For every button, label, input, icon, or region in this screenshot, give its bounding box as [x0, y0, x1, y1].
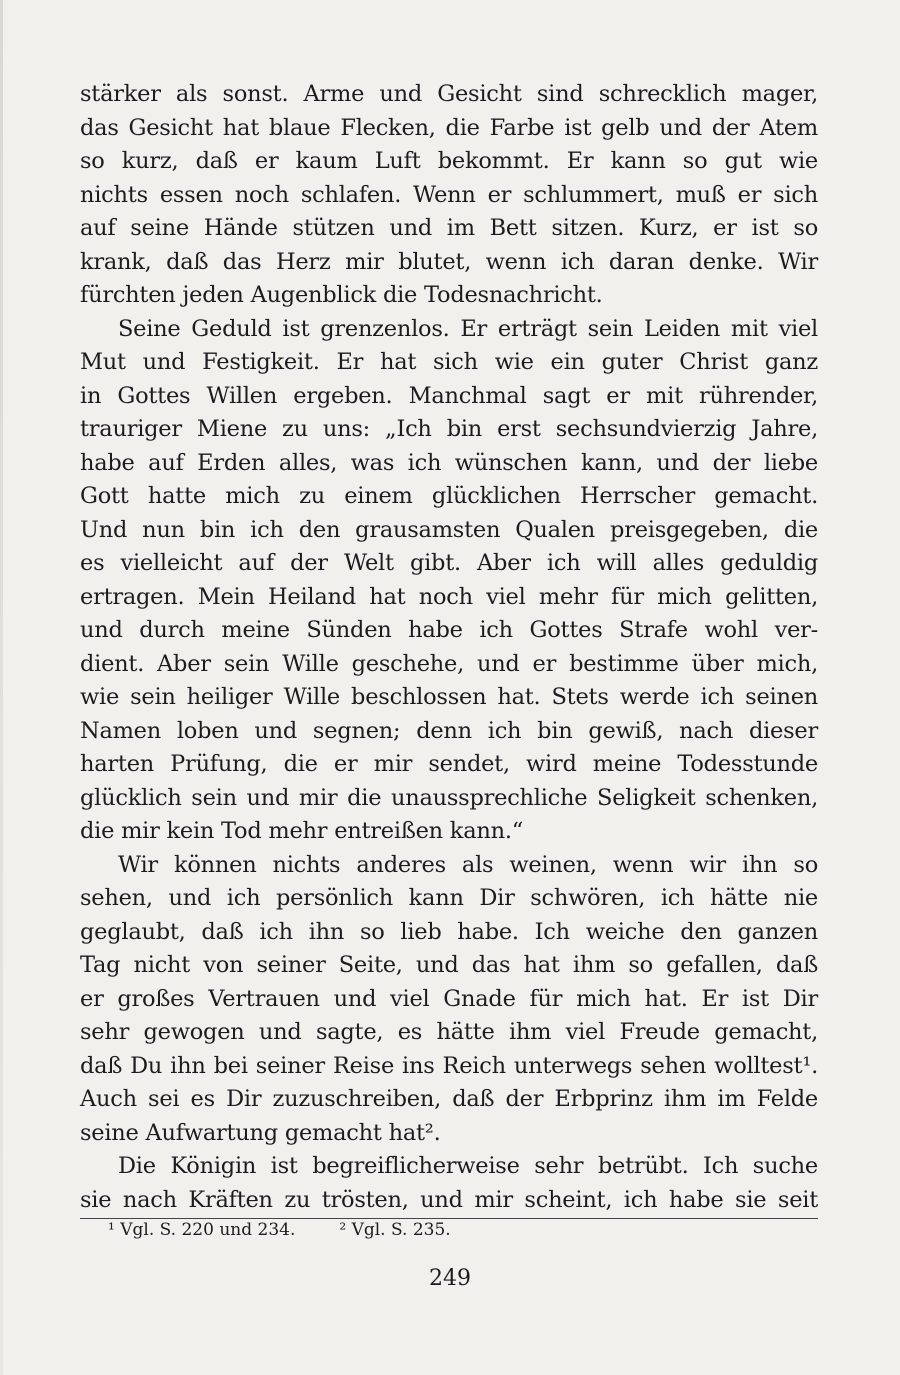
- text-line: Die Königin ist begreiflicherweise sehr betrübt. Ich suche: [118, 1153, 818, 1179]
- text-line: in Gottes Willen ergeben. Manchmal sagt er mit rührender,: [80, 382, 818, 409]
- text-line: auf seine Hände stützen und im Bett sitzen. Kurz, er ist so: [80, 215, 818, 241]
- text-line: sie nach Kräften zu trösten, und mir scheint, ich habe sie seit: [80, 1186, 818, 1213]
- text-line: das Gesicht hat blaue Flecken, die Farbe ist gelb und der Atem: [80, 114, 818, 141]
- text-line: es vielleicht auf der Welt gibt. Aber ich will alles geduldig: [80, 550, 818, 576]
- footnotes: [108, 1220, 451, 1240]
- text-line: wie sein heiliger Wille beschlossen hat. Stets werde ich seinen: [80, 684, 818, 710]
- text-line: Und nun bin ich den grausamsten Qualen preisgegeben, die: [80, 516, 818, 543]
- page-edge: [0, 0, 3, 1375]
- footnote-1: ¹ Vgl. S. 220 und 234.: [108, 1220, 296, 1240]
- text-line: Seine Geduld ist grenzenlos. Er erträgt sein Leiden mit viel: [118, 315, 818, 342]
- text-line: glücklich sein und mir die unaussprechliche Seligkeit schenken,: [80, 784, 818, 811]
- text-line: dient. Aber sein Wille geschehe, und er bestimme über mich,: [80, 650, 818, 677]
- text-line: sehen, und ich persönlich kann Dir schwören, ich hätte nie: [80, 885, 818, 911]
- text-line: nichts essen noch schlafen. Wenn er schlummert, muß er sich: [80, 181, 818, 208]
- page-number: 249: [429, 1266, 471, 1291]
- text-line: daß Du ihn bei seiner Reise ins Reich unterwegs sehen wolltest¹.: [80, 1052, 818, 1079]
- text-line: stärker als sonst. Arme und Gesicht sind schrecklich mager,: [80, 81, 818, 107]
- footnote-2: ² Vgl. S. 235.: [339, 1220, 451, 1240]
- text-line: harten Prüfung, die er mir sendet, wird meine Todesstunde: [80, 751, 818, 777]
- footnote-divider: [80, 1218, 818, 1219]
- text-line: Mut und Festigkeit. Er hat sich wie ein guter Christ ganz: [80, 349, 818, 375]
- text-line: und durch meine Sünden habe ich Gottes Strafe wohl ver-: [80, 617, 818, 643]
- text-line: seine Aufwartung gemacht hat².: [80, 1119, 441, 1146]
- text-line: geglaubt, daß ich ihn so lieb habe. Ich weiche den ganzen: [80, 918, 818, 945]
- text-line: Namen loben und segnen; denn ich bin gewiß, nach dieser: [80, 717, 818, 744]
- text-line: trauriger Miene zu uns: „Ich bin erst sechsundvierzig Jahre,: [80, 416, 818, 442]
- text-line: Wir können nichts anderes als weinen, wenn wir ihn so: [118, 851, 818, 878]
- text-line: fürchten jeden Augenblick die Todesnachricht.: [80, 282, 603, 308]
- text-line: Tag nicht von seiner Seite, und das hat ihm so gefallen, daß: [80, 952, 818, 978]
- text-line: die mir kein Tod mehr entreißen kann.“: [80, 818, 523, 844]
- text-line: krank, daß das Herz mir blutet, wenn ich daran denke. Wir: [80, 248, 818, 275]
- text-line: Gott hatte mich zu einem glücklichen Herrscher gemacht.: [80, 483, 818, 509]
- text-line: sehr gewogen und sagte, es hätte ihm viel Freude gemacht,: [80, 1019, 818, 1045]
- text-line: Auch sei es Dir zuzuschreiben, daß der Erbprinz ihm im Felde: [80, 1086, 818, 1112]
- body-text: [80, 78, 818, 1217]
- text-line: er großes Vertrauen und viel Gnade für mich hat. Er ist Dir: [80, 985, 818, 1012]
- text-line: so kurz, daß er kaum Luft bekommt. Er kann so gut wie: [80, 148, 818, 174]
- text-line: habe auf Erden alles, was ich wünschen kann, und der liebe: [80, 449, 818, 476]
- text-line: ertragen. Mein Heiland hat noch viel mehr für mich gelitten,: [80, 583, 818, 610]
